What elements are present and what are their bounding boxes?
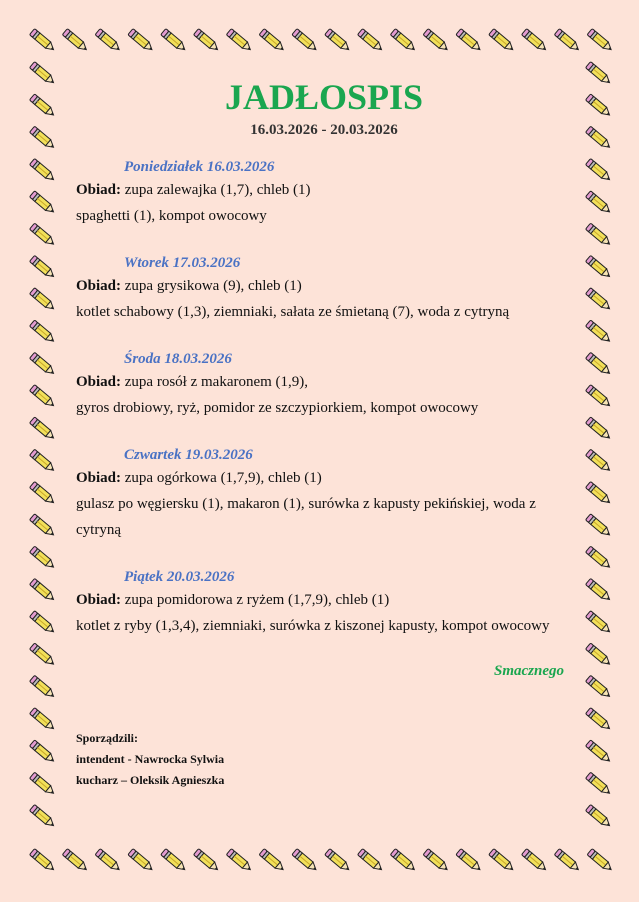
day-name: Poniedziałek 16.03.2026 bbox=[124, 159, 275, 175]
menu-line: kotlet schabowy (1,3), ziemniaki, sałata ze śmietaną (7), woda z cytryną bbox=[76, 304, 510, 320]
pencil-icon bbox=[29, 546, 56, 570]
pencil-icon bbox=[95, 849, 122, 873]
pencil-icon bbox=[521, 29, 548, 53]
menu-content bbox=[76, 78, 572, 791]
pencil-icon bbox=[29, 29, 56, 53]
obiad-label: Obiad: bbox=[76, 470, 122, 486]
menu-line bbox=[76, 587, 572, 613]
pencil-icon bbox=[585, 772, 612, 796]
pencil-icon bbox=[585, 804, 612, 828]
pencil-icon bbox=[62, 29, 89, 53]
pencil-icon bbox=[585, 546, 612, 570]
menu-line bbox=[76, 369, 572, 395]
pencil-icon bbox=[29, 158, 56, 182]
obiad-label: Obiad: bbox=[76, 592, 122, 608]
pencil-icon bbox=[585, 481, 612, 505]
pencil-icon bbox=[585, 643, 612, 667]
pencil-icon bbox=[585, 288, 612, 312]
page-title: JADŁOSPIS bbox=[224, 77, 424, 117]
pencil-icon bbox=[587, 29, 614, 53]
day-section-wednesday bbox=[76, 349, 572, 421]
pencil-icon bbox=[585, 320, 612, 344]
pencil-icon bbox=[226, 29, 253, 53]
pencil-icon bbox=[29, 578, 56, 602]
pencil-icon bbox=[259, 29, 286, 53]
pencil-icon bbox=[325, 849, 352, 873]
pencil-icon bbox=[29, 352, 56, 376]
menu-line bbox=[76, 465, 572, 491]
pencil-icon bbox=[259, 849, 286, 873]
day-section-tuesday bbox=[76, 253, 572, 325]
pencil-icon bbox=[29, 849, 56, 873]
authors-block bbox=[76, 728, 572, 791]
pencil-icon bbox=[585, 385, 612, 409]
day-section-thursday bbox=[76, 445, 572, 543]
pencil-icon bbox=[585, 126, 612, 150]
pencil-icon bbox=[193, 849, 220, 873]
pencil-icon bbox=[29, 62, 56, 86]
pencil-icon bbox=[29, 385, 56, 409]
menu-line: gulasz po węgiersku (1), makaron (1), surówka z kapusty pekińskiej, woda z bbox=[76, 496, 536, 512]
pencil-icon bbox=[423, 849, 450, 873]
pencil-icon bbox=[29, 481, 56, 505]
pencil-icon bbox=[585, 352, 612, 376]
pencil-icon bbox=[585, 611, 612, 635]
authors-heading: Sporządzili: bbox=[76, 731, 138, 745]
pencil-icon bbox=[585, 62, 612, 86]
pencil-icon bbox=[585, 191, 612, 215]
pencil-icon bbox=[585, 417, 612, 441]
pencil-icon bbox=[29, 417, 56, 441]
pencil-icon bbox=[357, 29, 384, 53]
pencil-icon bbox=[29, 449, 56, 473]
author-line: intendent - Nawrocka Sylwia bbox=[76, 752, 225, 766]
pencil-icon bbox=[29, 320, 56, 344]
pencil-icon bbox=[585, 223, 612, 247]
menu-text: zupa zalewajka (1,7), chleb (1) bbox=[124, 182, 311, 198]
pencil-icon bbox=[29, 804, 56, 828]
pencil-icon bbox=[585, 740, 612, 764]
pencil-icon bbox=[390, 29, 417, 53]
pencil-icon bbox=[128, 29, 155, 53]
pencil-icon bbox=[128, 849, 155, 873]
pencil-icon bbox=[325, 29, 352, 53]
pencil-icon bbox=[456, 29, 483, 53]
menu-text: zupa grysikowa (9), chleb (1) bbox=[124, 278, 302, 294]
obiad-label: Obiad: bbox=[76, 374, 122, 390]
pencil-icon bbox=[521, 849, 548, 873]
pencil-icon bbox=[390, 849, 417, 873]
pencil-icon bbox=[357, 849, 384, 873]
pencil-icon bbox=[585, 514, 612, 538]
day-name: Środa 18.03.2026 bbox=[124, 351, 232, 367]
pencil-icon bbox=[29, 126, 56, 150]
pencil-icon bbox=[292, 29, 319, 53]
pencil-icon bbox=[554, 29, 581, 53]
pencil-icon bbox=[585, 675, 612, 699]
pencil-icon bbox=[489, 849, 516, 873]
menu-line bbox=[76, 273, 572, 299]
pencil-icon bbox=[161, 29, 188, 53]
pencil-icon bbox=[161, 849, 188, 873]
menu-line: kotlet z ryby (1,3,4), ziemniaki, surówka z kiszonej kapusty, kompot owocowy bbox=[76, 618, 550, 634]
menu-line: cytryną bbox=[76, 522, 121, 538]
menu-line bbox=[76, 177, 572, 203]
pencil-icon bbox=[585, 158, 612, 182]
day-name: Wtorek 17.03.2026 bbox=[124, 255, 241, 271]
pencil-icon bbox=[456, 849, 483, 873]
pencil-icon bbox=[226, 849, 253, 873]
pencil-icon bbox=[29, 611, 56, 635]
pencil-icon bbox=[585, 449, 612, 473]
pencil-icon bbox=[29, 94, 56, 118]
pencil-icon bbox=[29, 223, 56, 247]
pencil-icon bbox=[29, 675, 56, 699]
pencil-icon bbox=[29, 772, 56, 796]
obiad-label: Obiad: bbox=[76, 182, 122, 198]
pencil-icon bbox=[29, 255, 56, 279]
menu-text: zupa ogórkowa (1,7,9), chleb (1) bbox=[124, 470, 322, 486]
pencil-icon bbox=[29, 708, 56, 732]
pencil-icon bbox=[29, 643, 56, 667]
pencil-icon bbox=[29, 514, 56, 538]
pencil-icon bbox=[95, 29, 122, 53]
menu-text: zupa pomidorowa z ryżem (1,7,9), chleb (1) bbox=[124, 592, 390, 608]
author-line: kucharz – Oleksik Agnieszka bbox=[76, 773, 225, 787]
pencil-icon bbox=[554, 849, 581, 873]
day-section-monday bbox=[76, 157, 572, 229]
menu-line: spaghetti (1), kompot owocowy bbox=[76, 208, 267, 224]
pencil-icon bbox=[585, 708, 612, 732]
day-section-friday bbox=[76, 567, 572, 639]
pencil-icon bbox=[489, 29, 516, 53]
date-range: 16.03.2026 - 20.03.2026 bbox=[250, 122, 398, 138]
pencil-icon bbox=[29, 740, 56, 764]
closing-text: Smacznego bbox=[493, 663, 564, 679]
pencil-icon bbox=[29, 288, 56, 312]
pencil-icon bbox=[423, 29, 450, 53]
pencil-icon bbox=[585, 94, 612, 118]
menu-line: gyros drobiowy, ryż, pomidor ze szczypiorkiem, kompot owocowy bbox=[76, 400, 479, 416]
day-name: Piątek 20.03.2026 bbox=[124, 569, 235, 585]
pencil-icon bbox=[292, 849, 319, 873]
pencil-icon bbox=[585, 578, 612, 602]
day-name: Czwartek 19.03.2026 bbox=[124, 447, 253, 463]
menu-text: zupa rosół z makaronem (1,9), bbox=[124, 374, 309, 390]
pencil-icon bbox=[585, 255, 612, 279]
obiad-label: Obiad: bbox=[76, 278, 122, 294]
pencil-icon bbox=[587, 849, 614, 873]
pencil-icon bbox=[62, 849, 89, 873]
pencil-icon bbox=[193, 29, 220, 53]
pencil-icon bbox=[29, 191, 56, 215]
